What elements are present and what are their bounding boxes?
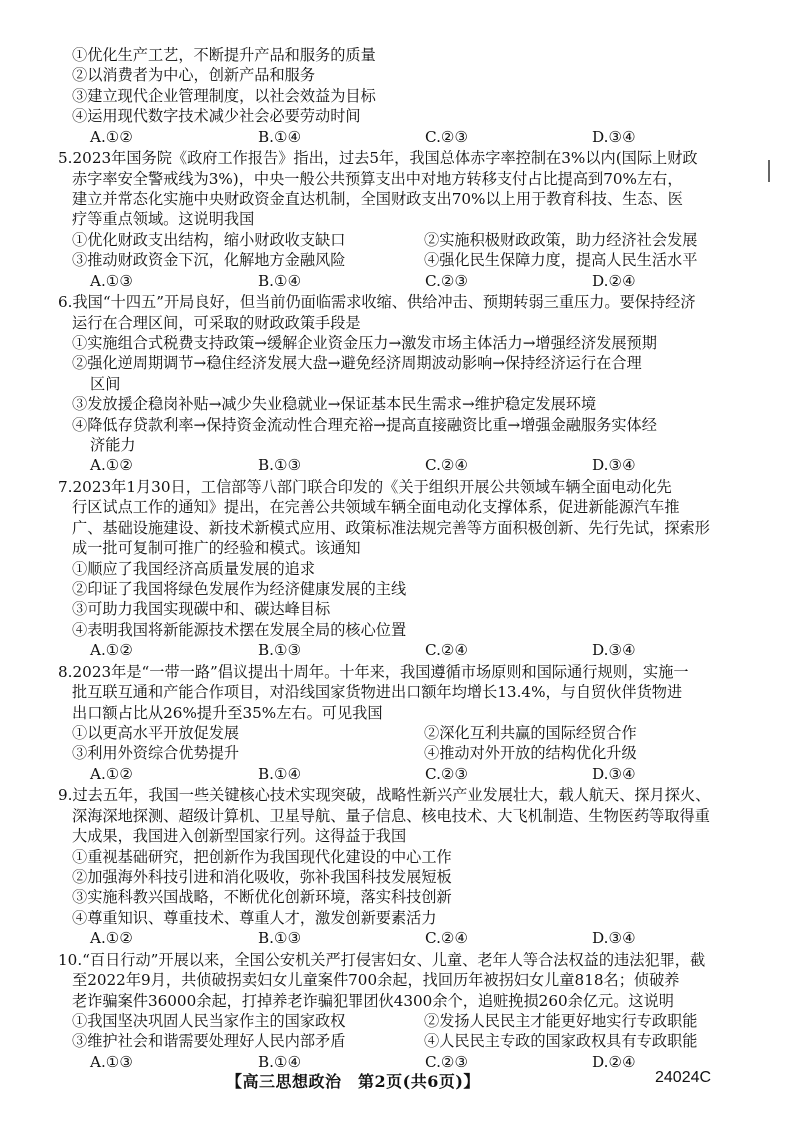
statement: ②印证了我国将绿色发展作为经济健康发展的主线 xyxy=(72,580,407,598)
answer-option-a: A.①② xyxy=(90,929,134,948)
statement: ④人民民主专政的国家政权具有专政职能 xyxy=(424,1032,698,1051)
page-footer xyxy=(0,1069,794,1095)
statement: ③利用外资综合优势提升 xyxy=(72,744,240,763)
answer-option-d: D.②④ xyxy=(592,1052,636,1071)
question-stem: 出口额占比从26%提升至35%左右。可见我国 xyxy=(72,703,383,722)
question-stem: 10.“百日行动”开展以来，全国公安机关严打侵害妇女、儿童、老年人等合法权益的违法犯罪，截 xyxy=(58,950,706,969)
statement: ①实施组合式税费支持政策→缓解企业资金压力→激发市场主体活力→增强经济发展预期 xyxy=(72,334,657,352)
statement: ①重视基础研究，把创新作为我国现代化建设的中心工作 xyxy=(72,847,452,866)
question-stem: 深海深地探测、超级计算机、卫星导航、量子信息、核电技术、大飞机制造、生物医药等取得重 xyxy=(72,806,710,825)
statement: ③可助力我国实现碳中和、碳达峰目标 xyxy=(72,600,331,619)
statement: ④降低存贷款利率→保持资金流动性合理充裕→提高直接融资比重→增强金融服务实体经 xyxy=(72,415,657,434)
statement: ④推动对外开放的结构优化升级 xyxy=(424,744,637,763)
question-stem: 5.2023年国务院《政府工作报告》指出，过去5年，我国总体赤字率控制在3%以内(国际上财政 xyxy=(58,149,698,168)
footer-page-info: 【高三思想政治 第2页(共6页)】 xyxy=(226,1072,480,1091)
answer-option-b: B.①④ xyxy=(258,127,302,146)
statement: ①以更高水平开放促发展 xyxy=(72,724,240,742)
answer-option-b: B.①④ xyxy=(258,271,302,290)
answer-option-a: A.①② xyxy=(90,456,134,475)
statement: ②实施积极财政政策，助力经济社会发展 xyxy=(424,230,698,249)
question-stem: 大成果，我国进入创新型国家行列。这得益于我国 xyxy=(72,827,407,846)
answer-option-d: D.③④ xyxy=(592,929,636,948)
question-stem: 8.2023年是“一带一路”倡议提出十周年。十年来，我国遵循市场原则和国际通行规则，实施一 xyxy=(58,662,689,681)
answer-option-d: D.②④ xyxy=(592,271,636,290)
statement: ①优化生产工艺，不断提升产品和服务的质量 xyxy=(72,46,376,64)
answer-option-c: C.②④ xyxy=(425,641,469,660)
question-stem: 赤字率安全警戒线为3%)，中央一般公共预算支出中对地方转移支付占比提高到70%左右， xyxy=(72,169,683,188)
statement: ③建立现代企业管理制度，以社会效益为目标 xyxy=(72,86,376,105)
answer-option-a: A.①② xyxy=(90,764,134,783)
question-stem: 至2022年9月，共侦破拐卖妇女儿童案件700余起，找回历年被拐妇女儿童818名；侦破养 xyxy=(72,971,680,990)
answer-option-d: D.③④ xyxy=(592,456,636,475)
statement: ④运用现代数字技术减少社会必要劳动时间 xyxy=(72,107,361,126)
question-stem: 批互联互通和产能合作项目，对沿线国家货物进出口额年均增长13.4%，与自贸伙伴货物进 xyxy=(72,683,683,702)
answer-option-d: D.③④ xyxy=(592,764,636,783)
answer-option-c: C.②④ xyxy=(425,929,469,948)
answer-option-a: A.①② xyxy=(90,127,134,146)
statement-continued: 区间 xyxy=(90,374,121,393)
question-stem: 成一批可复制可推广的经验和模式。该通知 xyxy=(72,539,361,558)
question-stem: 6.我国“十四五”开局良好，但当前仍面临需求收缩、供给冲击、预期转弱三重压力。要保持经济 xyxy=(58,293,696,312)
question-stem: 广、基础设施建设、新技术新模式应用、政策标准法规完善等方面积极创新、先行先试，探索形 xyxy=(72,518,710,537)
question-stem: 建立并常态化实施中央财政资金直达机制，全国财政支出70%以上用于教育科技、生态、医 xyxy=(72,190,683,208)
question-stem: 疗等重点领域。这说明我国 xyxy=(72,210,255,229)
answer-option-c: C.②③ xyxy=(425,1052,469,1071)
statement: ①我国坚决巩固人民当家作主的国家政权 xyxy=(72,1012,346,1030)
answer-option-a: A.①③ xyxy=(90,271,134,290)
answer-option-c: C.②③ xyxy=(425,764,469,783)
statement: ③维护社会和谐需要处理好人民内部矛盾 xyxy=(72,1032,346,1051)
statement: ③推动财政资金下沉，化解地方金融风险 xyxy=(72,251,346,270)
margin-mark xyxy=(768,160,770,182)
statement: ①优化财政支出结构，缩小财政收支缺口 xyxy=(72,230,346,249)
answer-option-a: A.①② xyxy=(90,641,134,660)
answer-option-d: D.③④ xyxy=(592,641,636,660)
question-stem: 7.2023年1月30日，工信部等八部门联合印发的《关于组织开展公共领域车辆全面电动化先 xyxy=(58,478,672,496)
answer-option-a: A.①③ xyxy=(90,1052,134,1071)
statement: ④表明我国将新能源技术摆在发展全局的核心位置 xyxy=(72,620,407,639)
answer-option-b: B.①③ xyxy=(258,641,302,660)
answer-option-c: C.②④ xyxy=(425,456,469,475)
answer-option-c: C.②③ xyxy=(425,127,469,146)
answer-option-c: C.②③ xyxy=(425,271,469,290)
statement: ②发扬人民民主才能更好地实行专政职能 xyxy=(424,1012,698,1030)
answer-option-d: D.③④ xyxy=(592,127,636,146)
answer-option-b: B.①④ xyxy=(258,764,302,783)
statement: ③实施科教兴国战略，不断优化创新环境，落实科技创新 xyxy=(72,888,452,907)
answer-option-b: B.①③ xyxy=(258,929,302,948)
statement-continued: 济能力 xyxy=(90,436,136,454)
statement: ②加强海外科技引进和消化吸收，弥补我国科技发展短板 xyxy=(72,868,452,886)
statement: ①顺应了我国经济高质量发展的追求 xyxy=(72,559,315,578)
answer-option-b: B.①③ xyxy=(258,456,302,475)
statement: ②深化互利共赢的国际经贸合作 xyxy=(424,724,637,742)
question-stem: 9.过去五年，我国一些关键核心技术实现突破，战略性新兴产业发展壮大，载人航天、探月探火、 xyxy=(58,786,711,805)
answer-option-b: B.①④ xyxy=(258,1052,302,1071)
footer-exam-code: 24024C xyxy=(655,1069,712,1086)
question-stem: 运行在合理区间，可采取的财政政策手段是 xyxy=(72,313,361,332)
statement: ④尊重知识、尊重技术、尊重人才，激发创新要素活力 xyxy=(72,908,437,927)
statement: ④强化民生保障力度，提高人民生活水平 xyxy=(424,251,698,270)
statement: ②以消费者为中心，创新产品和服务 xyxy=(72,66,315,85)
question-stem: 老诈骗案件36000余起，打掉养老诈骗犯罪团伙4300余个，追赃挽损260余亿元。这说明 xyxy=(72,991,674,1010)
question-stem: 行区试点工作的通知》提出，在完善公共领域车辆全面电动化支撑体系，促进新能源汽车推 xyxy=(72,498,680,517)
statement: ③发放援企稳岗补贴→减少失业稳就业→保证基本民生需求→维护稳定发展环境 xyxy=(72,395,597,414)
statement: ②强化逆周期调节→稳住经济发展大盘→避免经济周期波动影响→保持经济运行在合理 xyxy=(72,354,642,373)
